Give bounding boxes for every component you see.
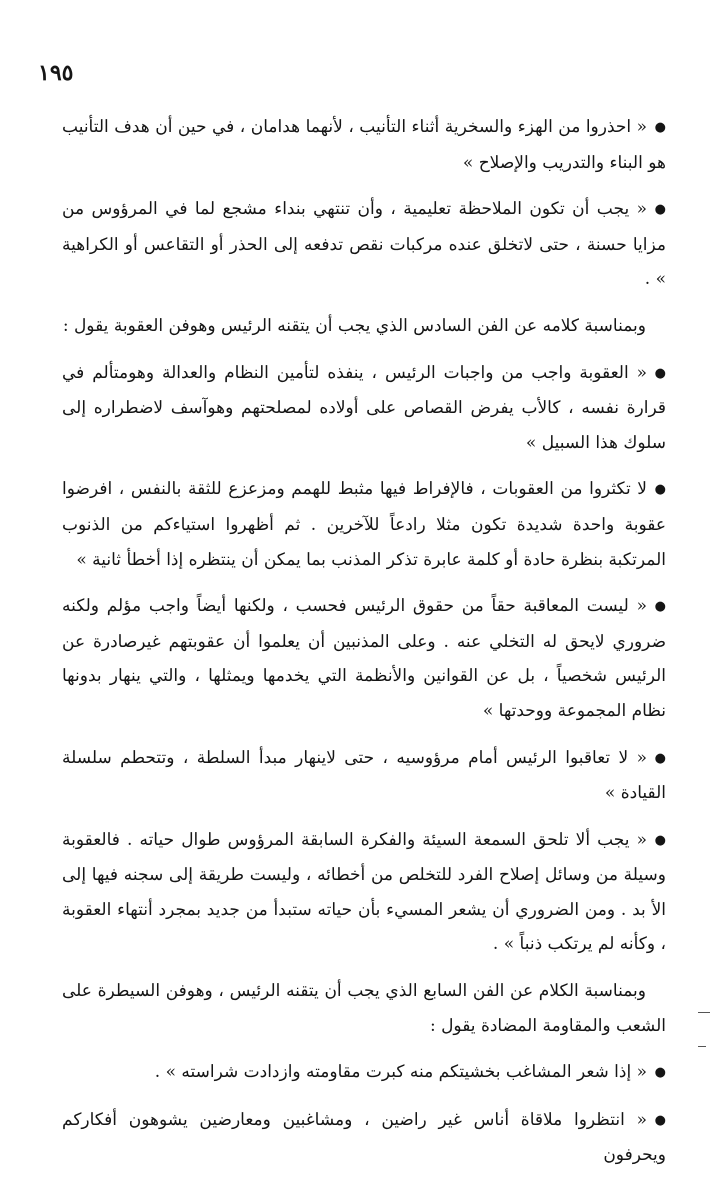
paragraph-5 [62, 472, 666, 577]
paragraph-text: « يجب أن تكون الملاحظة تعليمية ، وأن تنتهي بنداء مشجع لما في المرؤوس من مزايا حسنة ، حتى لاتخلق عنده مركبات نقص تدفعه إلى الحذر أو التقاعس أو الكراهية » . [62, 199, 666, 290]
paragraph-7 [62, 741, 666, 811]
scan-edge-mark [698, 1046, 706, 1047]
bullet-icon: ● [654, 1065, 666, 1081]
paragraph-text: لا تكثروا من العقوبات ، فالإفراط فيها مثبط للهمم ومزعزع للثقة بالنفس ، افرضوا عقوبة واحدة شديدة تكون مثلا رادعاً للآخرين . ثم أظهروا استياءكم من الذنوب المرتكبة بنظرة حادة أو كلمة عابرة تذكر المذنب بما يمكن أن ينتظره إذا أخطأ ثانية » [62, 479, 666, 570]
paragraph-8 [62, 823, 666, 962]
paragraph-text: وبمناسبة الكلام عن الفن السابع الذي يجب أن يتقنه الرئيس ، وهوفن السيطرة على الشعب والمقاومة المضادة يقول : [62, 981, 666, 1036]
scan-edge-mark [698, 1012, 710, 1013]
page-number: ١٩٥ [38, 60, 74, 86]
bullet-icon: ● [654, 202, 666, 218]
paragraph-1 [62, 110, 666, 180]
paragraph-text: « إذا شعر المشاغب بخشيتكم منه كبرت مقاومته وازدادت شراسته » . [154, 1062, 647, 1083]
page-body [62, 110, 666, 1185]
bullet-icon: ● [654, 1112, 666, 1128]
paragraph-3 [62, 309, 666, 344]
bullet-icon: ● [654, 482, 666, 498]
bullet-icon: ● [654, 750, 666, 766]
paragraph-9 [62, 974, 666, 1043]
paragraph-text: « لا تعاقبوا الرئيس أمام مرؤوسيه ، حتى لاينهار مبدأ السلطة ، وتتحطم سلسلة القيادة » [62, 747, 666, 804]
bullet-icon: ● [654, 832, 666, 848]
paragraph-2 [62, 192, 666, 297]
paragraph-text: « احذروا من الهزء والسخرية أثناء التأنيب ، لأنهما هدامان ، في حين أن هدف التأنيب هو البناء والتدريب والإصلاح » [62, 117, 666, 173]
paragraph-10 [62, 1055, 666, 1091]
paragraph-text: « يجب ألا تلحق السمعة السيئة والفكرة السابقة المرؤوس طوال حياته . فالعقوبة وسيلة من وسائل إصلاح الفرد للتخلص من أخطائه ، وليست طريقة إلى سجنه فيها إلى الأ بد . ومن الضروري أن يشعر المسيء بأن حياته ستبدأ من جديد بمجرد أنتهاء العقوبة ، وكأنه لم يرتكب ذنباً » . [62, 829, 666, 955]
paragraph-text: « انتظروا ملاقاة أناس غير راضين ، ومشاغبين ومعارضين يشوهون أفكاركم ويحرفون [62, 1109, 666, 1166]
paragraph-text: « ليست المعاقبة حقاً من حقوق الرئيس فحسب ، ولكنها أيضاً واجب مؤلم ولكنه ضروري لايحق له التخلي عنه . وعلى المذنبين أن يعلموا أن عقوبتهم غيرصادرة عن الرئيس شخصياً ، بل عن القوانين والأنظمة التي يخدمها ويمثلها ، والتي ينهار بدونها نظام المجموعة ووحدتها » [62, 596, 666, 721]
bullet-icon: ● [654, 599, 666, 615]
bullet-icon: ● [654, 120, 666, 135]
paragraph-6 [62, 589, 666, 728]
paragraph-11 [62, 1103, 666, 1173]
paragraph-text: « العقوبة واجب من واجبات الرئيس ، ينفذه لتأمين النظام والعدالة وهومتألم في قرارة نفسه ، كالأب يفرض القصاص على أولاده لمصلحتهم وهوآسف لاضطراره إلى سلوك هذا السبيل » [62, 362, 666, 453]
paragraph-4 [62, 356, 666, 461]
paragraph-text: وبمناسبة كلامه عن الفن السادس الذي يجب أن يتقنه الرئيس وهوفن العقوبة يقول : [62, 315, 646, 336]
bullet-icon: ● [654, 365, 666, 381]
